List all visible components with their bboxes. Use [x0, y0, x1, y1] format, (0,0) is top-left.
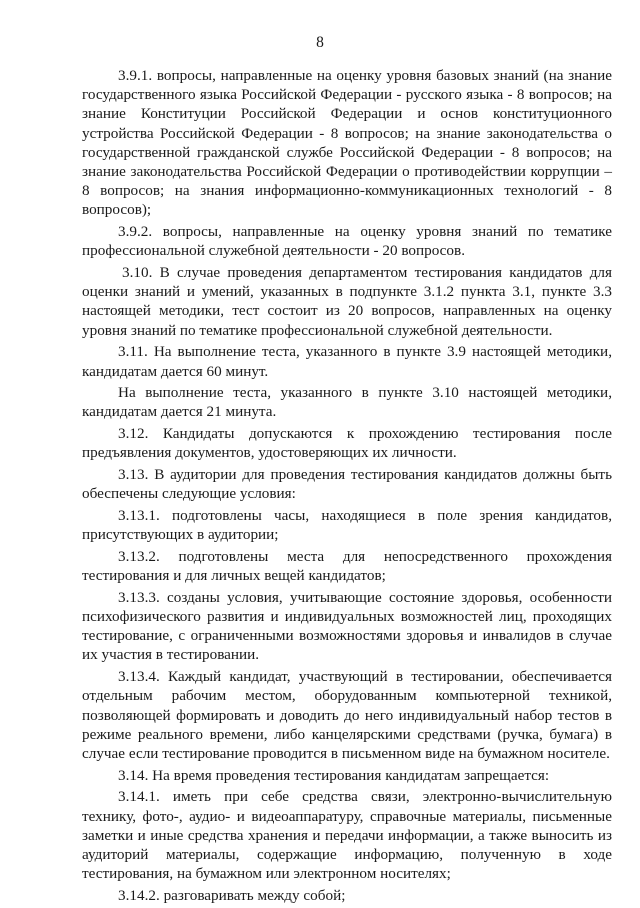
- paragraph-3-12: 3.12. Кандидаты допускаются к прохождению тестирования после предъявления документов, удостоверяющих их личности.: [82, 425, 612, 462]
- paragraph-3-14-2: 3.14.2. разговаривать между собой;: [118, 886, 346, 904]
- paragraph-3-9-2: 3.9.2. вопросы, направленные на оценку уровня знаний по тематике профессиональной служебной деятельности - 20 вопросов.: [82, 223, 612, 260]
- page-number: 8: [316, 34, 324, 51]
- paragraph-3-13-4: 3.13.4. Каждый кандидат, участвующий в тестировании, обеспечивается отдельным рабочим местом, оборудованным компьютерной техникой, позволяющей формировать и доводить до него индивидуальный набор тестов в режиме реального времени, либо канцелярскими средствами (ручка, бумага) в случае если тестирование проводится в письменном виде на бумажном носителе.: [82, 668, 612, 762]
- paragraph-3-10: 3.10. В случае проведения департаментом тестирования кандидатов для оценки знаний и умений, указанных в подпункте 3.1.2 пункта 3.1, пункте 3.3 настоящей методики, тест состоит из 20 вопросов, направленных на оценку уровня знаний по тематике профессиональной служебной деятельности.: [82, 264, 612, 339]
- paragraph-3-13: 3.13. В аудитории для проведения тестирования кандидатов должны быть обеспечены следующие условия:: [82, 466, 612, 503]
- paragraph-3-9-1: 3.9.1. вопросы, направленные на оценку уровня базовых знаний (на знание государственного языка Российской Федерации - русского языка - 8 вопросов; на знание Конституции Российской Федерации и основ конституционного устройства Российской Федерации - 8 вопросов; на знание законодательства о государственной гражданской службе Российской Федерации - 8 вопросов; на знание законодательства Российской Федерации о противодействии коррупции – 8 вопросов; на знания информационно-коммуникационных технологий - 8 вопросов);: [82, 67, 612, 219]
- paragraph-3-14: 3.14. На время проведения тестирования кандидатам запрещается:: [118, 766, 550, 784]
- paragraph-3-14-1: 3.14.1. иметь при себе средства связи, электронно-вычислительную технику, фото-, аудио- и видеоаппаратуру, справочные материалы, письменные заметки и иные средства хранения и передачи информации, а также выносить из аудиторий материалы, содержащие информацию, полученную в ходе тестирования, на бумажном или электронном носителях;: [82, 788, 612, 883]
- paragraph-3-11-continued: На выполнение теста, указанного в пункте 3.10 настоящей методики, кандидатам дается 21 минута.: [82, 384, 612, 421]
- document-body: [82, 66, 612, 908]
- paragraph-3-13-2: 3.13.2. подготовлены места для непосредственного прохождения тестирования и для личных вещей кандидатов;: [82, 547, 612, 585]
- paragraph-3-13-1: 3.13.1. подготовлены часы, находящиеся в поле зрения кандидатов, присутствующих в аудитории;: [82, 506, 612, 544]
- paragraph-3-13-3: 3.13.3. созданы условия, учитывающие состояние здоровья, особенности психофизического развития и индивидуальных возможностей лиц, проходящих тестирование, с ограниченными возможностями здоровья и инвалидов в случае их участия в тестировании.: [82, 588, 612, 664]
- paragraph-3-11: 3.11. На выполнение теста, указанного в пункте 3.9 настоящей методики, кандидатам дается 60 минут.: [82, 343, 612, 380]
